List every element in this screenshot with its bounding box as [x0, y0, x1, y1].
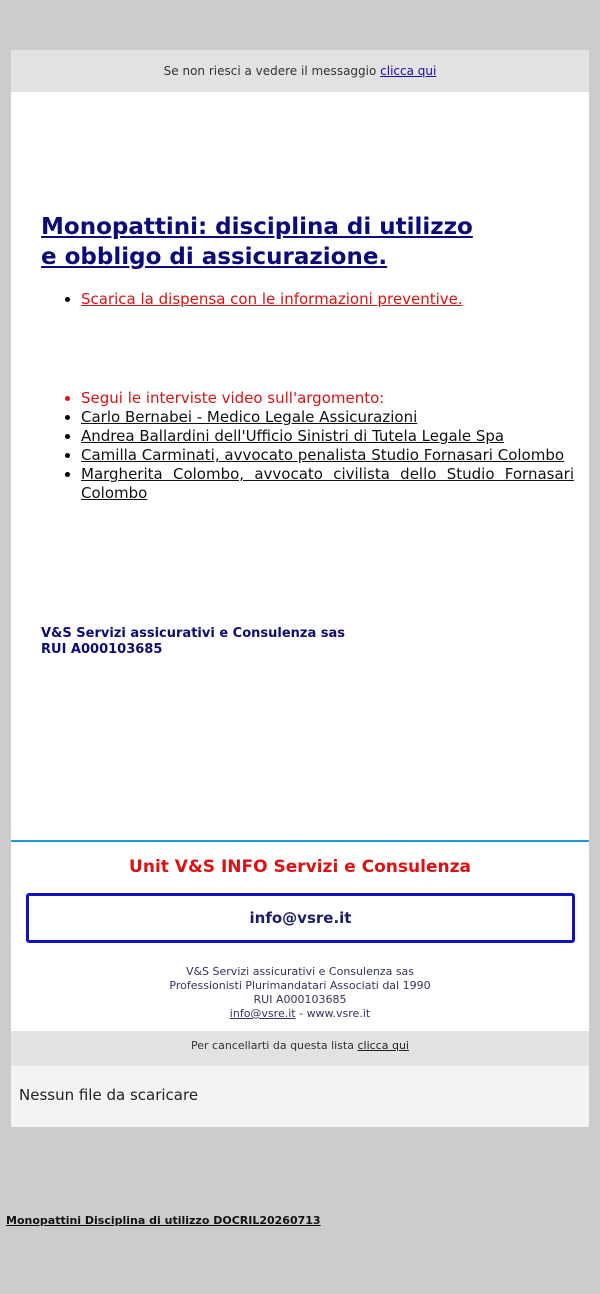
interview-link-ballardini[interactable]: • Andrea Ballardini dell'Ufficio Sinistri di Tutela Legale Spa: [81, 427, 505, 445]
interview-link-colombo[interactable]: • Margherita Colombo, avvocato civilista dello Studio Fornasari Colombo: [81, 465, 574, 502]
interview-link-carminati[interactable]: • Camilla Carminati, avvocato penalista Studio Fornasari Colombo: [81, 446, 565, 464]
list-item: [81, 427, 574, 446]
interviews-heading: • Segui le interviste video sull'argomento:: [81, 389, 574, 408]
unsubscribe-text: Per cancellarti da questa lista: [191, 1039, 354, 1052]
legal-contacts: [11, 1007, 589, 1021]
download-handout-link[interactable]: Scarica la dispensa con le informazioni preventive.: [81, 290, 463, 308]
attachments-panel: [11, 1066, 589, 1127]
no-files-text: Nessun file da scaricare: [19, 1086, 199, 1104]
company-name: V&S Servizi assicurativi e Consulenza sas: [41, 626, 346, 641]
email-button[interactable]: info@vsre.it: [26, 893, 575, 943]
unit-title: Unit V&S INFO Servizi e Consulenza: [129, 857, 471, 877]
headline[interactable]: [41, 212, 511, 272]
list-item: [81, 290, 574, 309]
legal-info: [11, 965, 589, 1021]
legal-website: www.vsre.it: [306, 1007, 371, 1020]
legal-description: Professionisti Plurimandatari Associati dal 1990: [169, 979, 431, 992]
company-signature: [41, 626, 345, 658]
interview-link-bernabei[interactable]: • Carlo Bernabei - Medico Legale Assicurazioni: [81, 408, 418, 426]
list-item: [81, 408, 574, 427]
download-list: [41, 290, 574, 309]
list-item: [81, 465, 574, 503]
headline-line2: e obbligo di assicurazione.: [41, 244, 388, 270]
company-rui: RUI A000103685: [41, 642, 163, 657]
legal-separator: -: [295, 1007, 307, 1020]
legal-rui: RUI A000103685: [253, 993, 347, 1006]
view-online-text: Se non riesci a vedere il messaggio: [163, 64, 377, 78]
legal-email-link[interactable]: info@vsre.it: [229, 1007, 296, 1020]
email-content: [11, 92, 589, 841]
legal-company: V&S Servizi assicurativi e Consulenza sas: [185, 965, 415, 978]
list-item: [81, 446, 574, 465]
footer: [11, 840, 589, 1032]
headline-line1: Monopattini: disciplina di utilizzo: [41, 214, 473, 240]
unsubscribe-link[interactable]: clicca qui: [357, 1039, 409, 1052]
view-online-link[interactable]: clicca qui: [380, 64, 437, 78]
interviews-list: [41, 389, 574, 503]
unsubscribe-bar: [11, 1031, 589, 1066]
document-link[interactable]: Monopattini Disciplina di utilizzo DOCRIL20260713: [6, 1214, 321, 1227]
view-online-bar: [11, 50, 589, 92]
